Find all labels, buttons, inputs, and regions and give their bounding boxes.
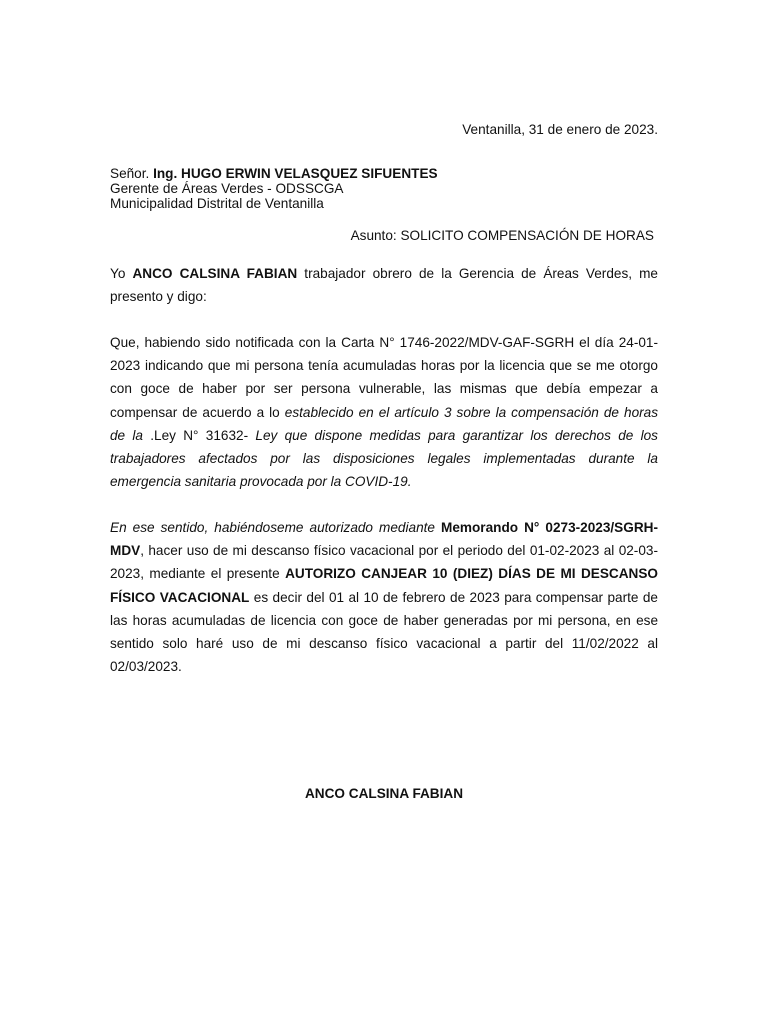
para1-italic-d: Ley que dispone medidas para garantizar los derechos de los trabajadores afectados por las disposiciones legales implementadas durante la emergencia sanitaria provocada por la COVID-19. <box>110 427 658 490</box>
para1-italic-b: establecido en el artículo 3 sobre la compensación de horas de la <box>110 404 659 443</box>
date-line: Ventanilla, 31 de enero de 2023. <box>462 122 658 137</box>
para2-memo: Memorando N° 0273-2023/SGRH-MDV <box>110 520 658 559</box>
recipient-name: Ing. HUGO ERWIN VELASQUEZ SIFUENTES <box>153 166 438 181</box>
para1-text-a: Que, habiendo sido notificada con la Carta N° 1746-2022/MDV-GAF-SGRH el día 24-01-2023 indicando que mi persona tenía acumuladas horas por la licencia que se me otorgo con goce de haber por ser persona vulnerable, las mismas que debía empezar a compensar de acuerdo a lo <box>110 335 658 420</box>
body-paragraph-2 <box>110 516 658 678</box>
para2-text-e: es decir del 01 al 10 de febrero de 2023 para compensar parte de las horas acumuladas de licencia con goce de haber generadas por mi persona, en ese sentido solo haré uso de mi descanso físico vacacional a partir del 11/02/2022 al 02/03/2023. <box>110 589 658 675</box>
recipient-position: Gerente de Áreas Verdes - ODSSCGA <box>110 181 344 196</box>
intro-rest: trabajador obrero de la Gerencia de Áreas Verdes, me presento y digo: <box>110 266 658 305</box>
body-paragraph-1 <box>110 331 658 493</box>
para2-italic-a: En ese sentido, habiéndoseme autorizado mediante <box>110 520 435 535</box>
intro-name: ANCO CALSINA FABIAN <box>132 266 298 281</box>
para1-text-c: .Ley N° 31632- <box>142 427 256 443</box>
intro-paragraph <box>110 262 658 308</box>
salutation: Señor. <box>110 166 150 181</box>
para2-text-c: , hacer uso de mi descanso físico vacacional por el periodo del 01-02-2023 al 02-03-2023, mediante el presente <box>110 543 658 582</box>
recipient-institution: Municipalidad Distrital de Ventanilla <box>110 196 324 211</box>
subject-line: Asunto: SOLICITO COMPENSACIÓN DE HORAS <box>350 228 654 243</box>
recipient-name-line <box>110 166 438 182</box>
signature-name: ANCO CALSINA FABIAN <box>304 786 464 801</box>
para2-authorization: AUTORIZO CANJEAR 10 (DIEZ) DÍAS DE MI DESCANSO FÍSICO VACACIONAL <box>110 566 659 605</box>
intro-yo: Yo <box>110 266 133 281</box>
